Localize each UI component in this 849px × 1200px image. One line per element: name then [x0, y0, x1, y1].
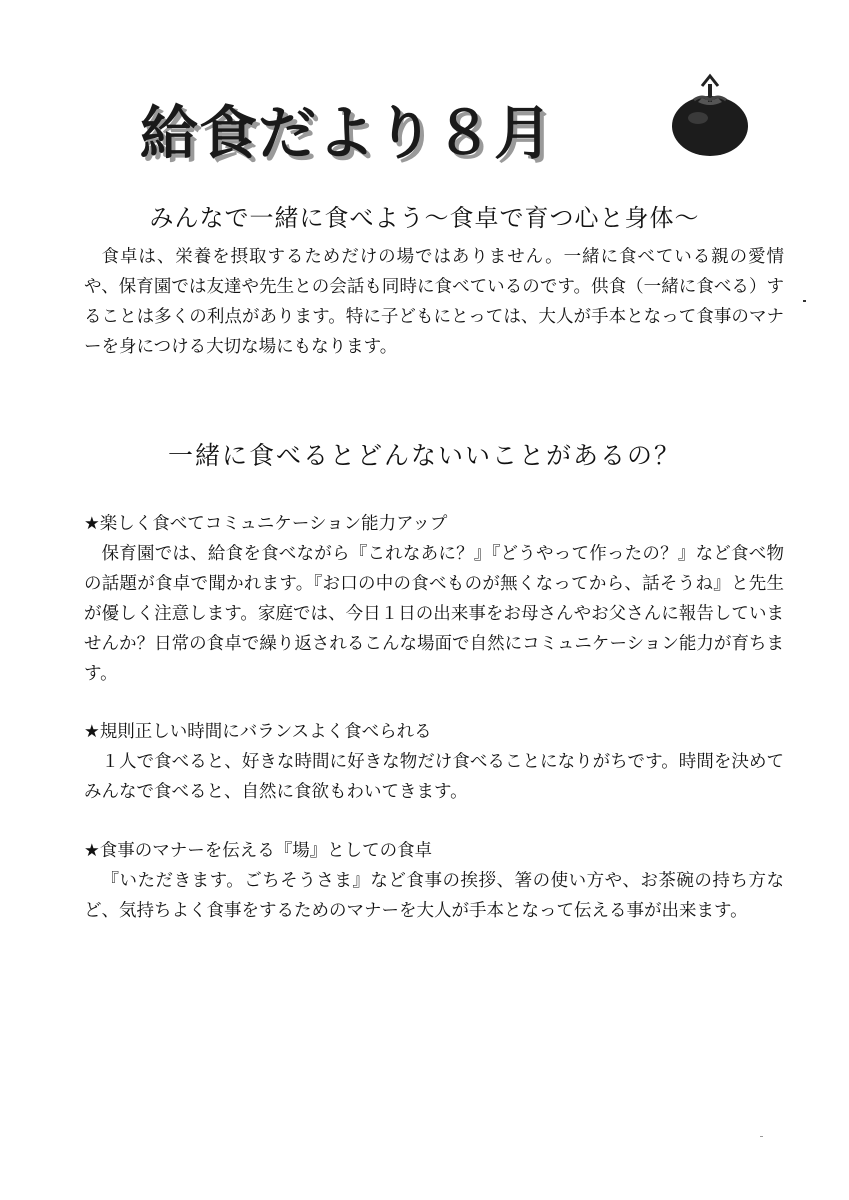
benefit-heading-manners: ★食事のマナーを伝える『場』としての食卓	[84, 841, 433, 861]
tomato-icon	[668, 72, 752, 158]
benefit-body-regular-meals: １人で食べると、好きな時間に好きな物だけ食べることになりがちです。時間を決めてみんなで食べると、自然に食欲もわいてきます。	[84, 752, 784, 802]
scan-speck	[803, 300, 806, 302]
benefits-subtitle: 一緒に食べるとどんないいことがあるの？	[167, 441, 681, 470]
scan-speck	[760, 1136, 763, 1137]
benefit-body-communication: 保育園では、給食を食べながら『これなあに？』『どうやって作ったの？』など食べ物の話題が食卓で聞かれます。『お口の中の食べものが無くなってから、話そうね』と先生が優しく注意します。家庭では、今日１日の出来事をお母さんやお父さんに報告していませんか？日常の食卓で繰り返されるこんな場面で自然にコミュニケーション能力が育ちます。	[84, 544, 784, 684]
benefit-heading-communication: ★楽しく食べてコミュニケーション能力アップ	[84, 514, 448, 534]
benefit-body-manners: 『いただきます。ごちそうさま』など食事の挨拶、箸の使い方や、お茶碗の持ち方など、気持ちよく食事をするためのマナーを大人が手本となって伝える事が出来ます。	[84, 871, 784, 921]
page-title: 給食だより８月	[140, 99, 554, 167]
benefit-heading-regular-meals: ★規則正しい時間にバランスよく食べられる	[84, 722, 432, 742]
title-block	[140, 72, 760, 172]
intro-subtitle: みんなで一緒に食べよう～食卓で育つ心と身体～	[149, 204, 700, 232]
intro-paragraph: 食卓は、栄養を摂取するためだけの場ではありません。一緒に食べている親の愛情や、保育園では友達や先生との会話も同時に食べているのです。供食（一緒に食べる）することは多くの利点があります。特に子どもにとっては、大人が手本となって食事のマナーを身につける大切な場にもなります。	[84, 247, 784, 357]
